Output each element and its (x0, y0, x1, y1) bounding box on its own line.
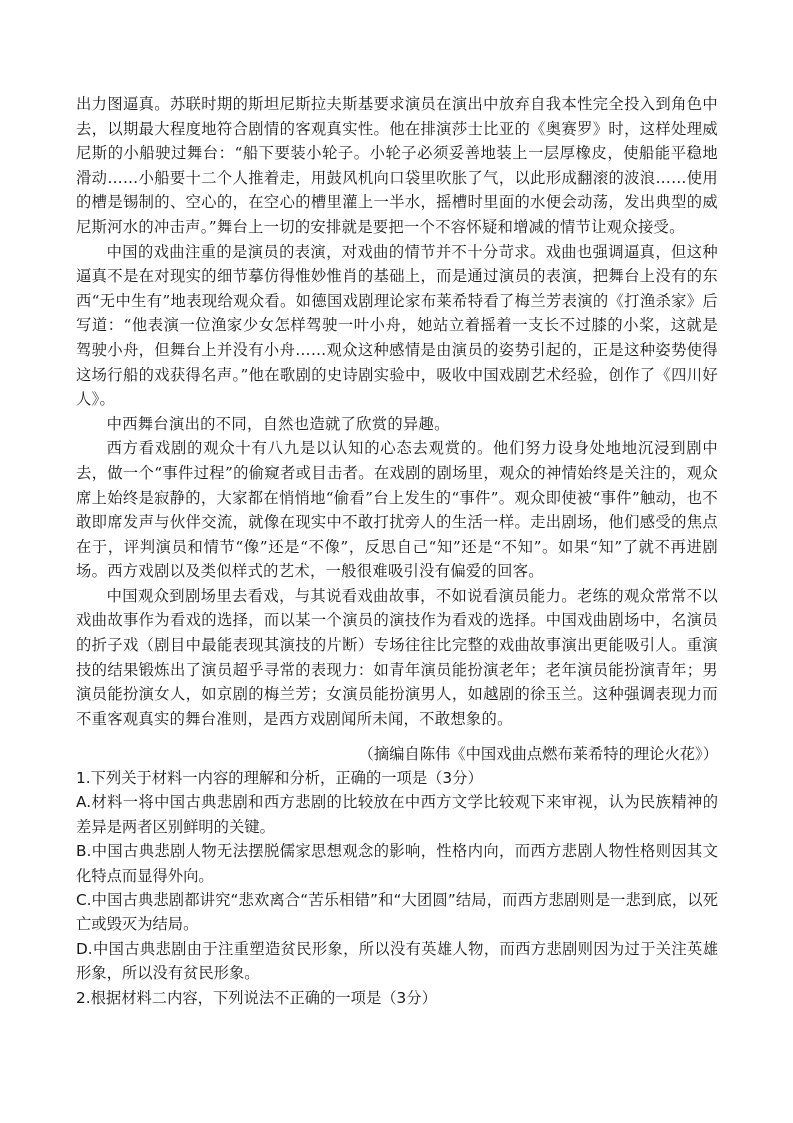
question-1-stem: 1.下列关于材料一内容的理解和分析，正确的一项是（3分） (76, 769, 483, 787)
paragraph-chinese-opera: 中国的戏曲注重的是演员的表演，对戏曲的情节并不十分苛求。戏曲也强调逼真，但这种逼真不是在对现实的细节摹仿得惟妙惟肖的基础上，而是通过演员的表演，把舞台上没有的东西“无中生有”地表现给观众看。如德国戏剧理论家布莱希特看了梅兰芳表演的《打渔杀家》后写道：“他表演一位渔家少女怎样驾驶一叶小舟，她站立着摇着一支长不过膝的小桨，这就是驾驶小舟，但舞台上并没有小舟……观众这种感情是由演员的姿势引起的，正是这种姿势使得这场行船的戏获得名声。”他在歌剧的史诗剧实验中，吸收中国戏剧艺术经验，创作了《四川好人》。 (76, 242, 718, 409)
passage (76, 92, 718, 731)
paragraph-continuation: 出力图逼真。苏联时期的斯坦尼斯拉夫斯基要求演员在演出中放弃自我本性完全投入到角色中去，以期最大程度地符合剧情的客观真实性。他在排演莎士比亚的《奥赛罗》时，这样处理威尼斯的小船驶过舞台：“船下要装小轮子。小轮子必须妥善地装上一层厚橡皮，使船能平稳地滑动……小船要十二个人推着走，用鼓风机向口袋里吹胀了气，以此形成翻滚的波浪……使用的槽是锡制的、空心的，在空心的槽里灌上一半水，摇槽时里面的水便会动荡，发出典型的威尼斯河水的冲击声。”舞台上一切的安排就是要把一个不容怀疑和增减的情节让观众接受。 (76, 95, 718, 236)
paragraph-western-audience: 西方看戏剧的观众十有八九是以认知的心态去观赏的。他们努力设身处地地沉浸到剧中去，做一个“事件过程”的偷窥者或目击者。在戏剧的剧场里，观众的神情始终是关注的，观众席上始终是寂静的，大家都在悄悄地“偷看”台上发生的“事件”。观众即使被“事件”触动，也不敢即席发声与伙伴交流，就像在现实中不敢打扰旁人的生活一样。走出剧场，他们感受的焦点在于，评判演员和情节“像”还是“不像”，反思自己“知”还是“不知”。如果“知”了就不再进剧场。西方戏剧以及类似样式的艺术，一般很难吸引没有偏爱的回客。 (76, 439, 718, 581)
source-citation: （摘编自陈伟《中国戏曲点燃布莱希特的理论火花》） (358, 745, 718, 763)
question-1-option-b: B.中国古典悲剧人物无法摆脱儒家思想观念的影响，性格内向，而西方悲剧人物性格则因其文化特点而显得外向。 (76, 842, 718, 885)
question-1-option-a: A.材料一将中国古典悲剧和西方悲剧的比较放在中西方文学比较观下来审视，认为民族精神的差异是两者区别鲜明的关键。 (76, 793, 718, 836)
paragraph-chinese-audience: 中国观众到剧场里去看戏，与其说看戏曲故事，不如说看演员能力。老练的观众常常不以戏曲故事作为看戏的选择，而以某一个演员的演技作为看戏的选择。中国戏曲剧场中，名演员的折子戏（剧目中最能表现其演技的片断）专场往往比完整的戏曲故事演出更能吸引人。重演技的结果锻炼出了演员超乎寻常的表现力：如青年演员能扮演老年；老年演员能扮演青年；男演员能扮演女人，如京剧的梅兰芳；女演员能扮演男人，如越剧的徐玉兰。这种强调表现力而不重客观真实的舞台准则，是西方戏剧闻所未闻，不敢想象的。 (76, 586, 718, 728)
questions (76, 766, 718, 1010)
paragraph-transition: 中西舞台演出的不同，自然也造就了欣赏的异趣。 (106, 414, 450, 433)
question-1-option-c: C.中国古典悲剧都讲究“悲欢离合“苦乐相错”和“大团圆”结局，而西方悲剧则是一悲到底，以死亡或毁灭为结局。 (76, 891, 718, 934)
question-2-stem: 2.根据材料二内容，下列说法不正确的一项是（3分） (76, 988, 437, 1007)
question-1-option-d: D.中国古典悲剧由于注重塑造贫民形象，所以没有英雄人物，而西方悲剧则因为过于关注英雄形象，所以没有贫民形象。 (76, 939, 718, 983)
